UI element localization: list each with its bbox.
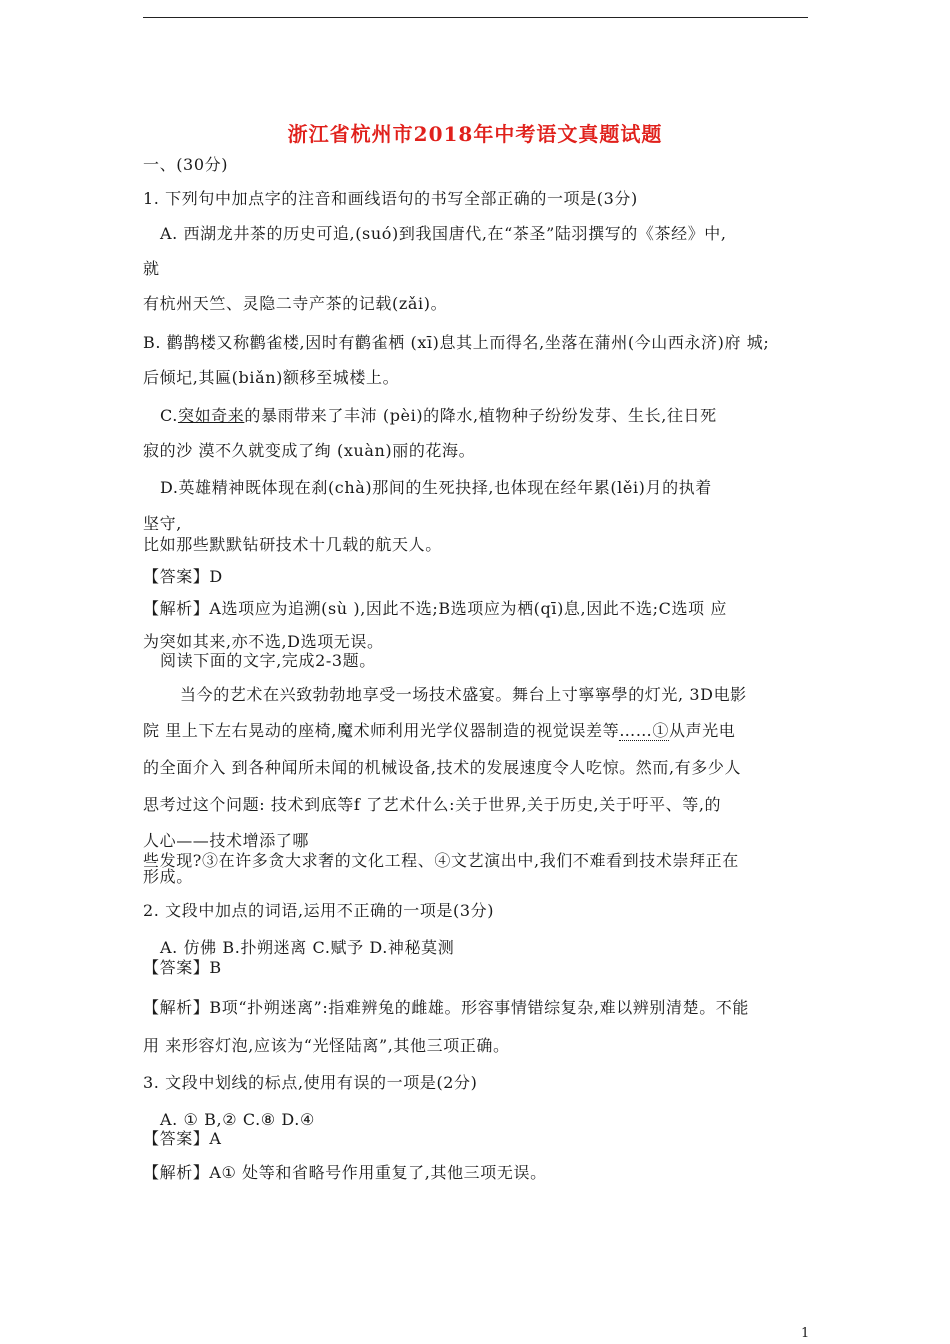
passage-line-2 — [143, 721, 735, 741]
underlined-phrase: 突如奇来 — [177, 406, 245, 425]
question-2-options: A. 仿佛 B.扑朔迷离 C.赋予 D.神秘莫测 — [160, 938, 455, 957]
question-1-stem: 1. 下列句中加点字的注音和画线语句的书写全部正确的一项是(3分) — [143, 189, 638, 208]
option-c-rest: 的暴雨带来了丰沛 (pèi)的降水,植物种子纷纷发芽、生长,往日死 — [244, 406, 717, 425]
question-1-option-a-line-2: 就 — [143, 259, 160, 278]
marked-punctuation: ……① — [619, 721, 669, 740]
passage-line-2-post: 从声光电 — [669, 721, 736, 740]
question-1-analysis-line-2: 为突如其来,亦不选,D选项无误。 — [143, 632, 384, 651]
question-1-analysis-line-1: 【解析】A选项应为追溯(sù ),因此不选;B选项应为栖(qī)息,因此不选;C选项 应 — [143, 599, 727, 618]
passage-line-6: 些发现?③在许多贪大求奢的文化工程、④文艺演出中,我们不难看到技术崇拜正在 — [143, 851, 739, 870]
question-2-analysis-line-1: 【解析】B项“扑朔迷离”:指难辨兔的雌雄。形容事情错综复杂,难以辨别清楚。不能 — [143, 998, 749, 1017]
page-title: 浙江省杭州市2018年中考语文真题试题 — [287, 122, 663, 146]
question-3-analysis: 【解析】A① 处等和省略号作用重复了,其他三项无误。 — [143, 1163, 547, 1182]
question-2-analysis-line-2: 用 来形容灯泡,应该为“光怪陆离”,其他三项正确。 — [143, 1036, 510, 1055]
passage-line-4: 思考过这个问题: 技术到底等f 了艺术什么:关于世界,关于历史,关于吁平、等,的 — [143, 795, 722, 814]
passage-line-7: 形成。 — [143, 867, 193, 886]
passage-line-2-pre: 院 里上下左右晃动的座椅,魔术师利用光学仪器制造的视觉误差等 — [143, 721, 620, 740]
passage-line-1: 当今的艺术在兴致勃勃地享受一场技术盛宴。舞台上寸寧寧學的灯光, 3D电影 — [180, 685, 747, 704]
question-3-answer: 【答案】A — [143, 1129, 222, 1148]
passage-line-5: 人心——技术增添了哪 — [143, 831, 310, 850]
question-3-options: A. ① B,② C.⑧ D.④ — [160, 1110, 315, 1129]
question-1-option-b-line-2: 后倾圮,其匾(biǎn)额移至城楼上。 — [143, 368, 400, 387]
question-1-option-b-line-1: B. 鹳鹊楼又称鹳雀楼,因时有鹳雀栖 (xī)息其上而得名,坐落在蒲州(今山西永济)府 城; — [143, 333, 770, 352]
section-heading: 一、(30分) — [143, 155, 229, 174]
question-1-option-c-line-2: 寂的沙 漠不久就变成了绚 (xuàn)丽的花海。 — [143, 441, 476, 460]
passage-line-3: 的全面介入 到各种闻所未闻的机械设备,技术的发展速度令人吃惊。然而,有多少人 — [143, 758, 742, 777]
question-1-option-d-line-2: 坚守, — [143, 514, 182, 533]
question-2-answer: 【答案】B — [143, 958, 222, 977]
reading-intro: 阅读下面的文字,完成2-3题。 — [160, 651, 376, 670]
question-1-option-d-line-1: D.英雄精神既体现在刹(chà)那间的生死抉择,也体现在经年累(lěi)月的执着 — [160, 478, 712, 497]
header-rule — [143, 17, 808, 18]
option-c-label: C. — [160, 406, 178, 425]
question-1-option-c-line-1 — [160, 406, 717, 426]
question-2-stem: 2. 文段中加点的词语,运用不正确的一项是(3分) — [143, 901, 495, 920]
question-1-option-a-line-3: 有杭州天竺、灵隐二寺产茶的记载(zǎi)。 — [143, 294, 448, 313]
page-number: 1 — [801, 1326, 810, 1341]
question-3-stem: 3. 文段中划线的标点,使用有误的一项是(2分) — [143, 1073, 478, 1092]
question-1-option-d-line-3: 比如那些默默钻研技术十几载的航天人。 — [143, 535, 442, 554]
question-1-answer: 【答案】D — [143, 567, 223, 586]
question-1-option-a-line-1: A. 西湖龙井茶的历史可追,(suó)到我国唐代,在“茶圣”陆羽撰写的《茶经》中, — [160, 224, 727, 243]
